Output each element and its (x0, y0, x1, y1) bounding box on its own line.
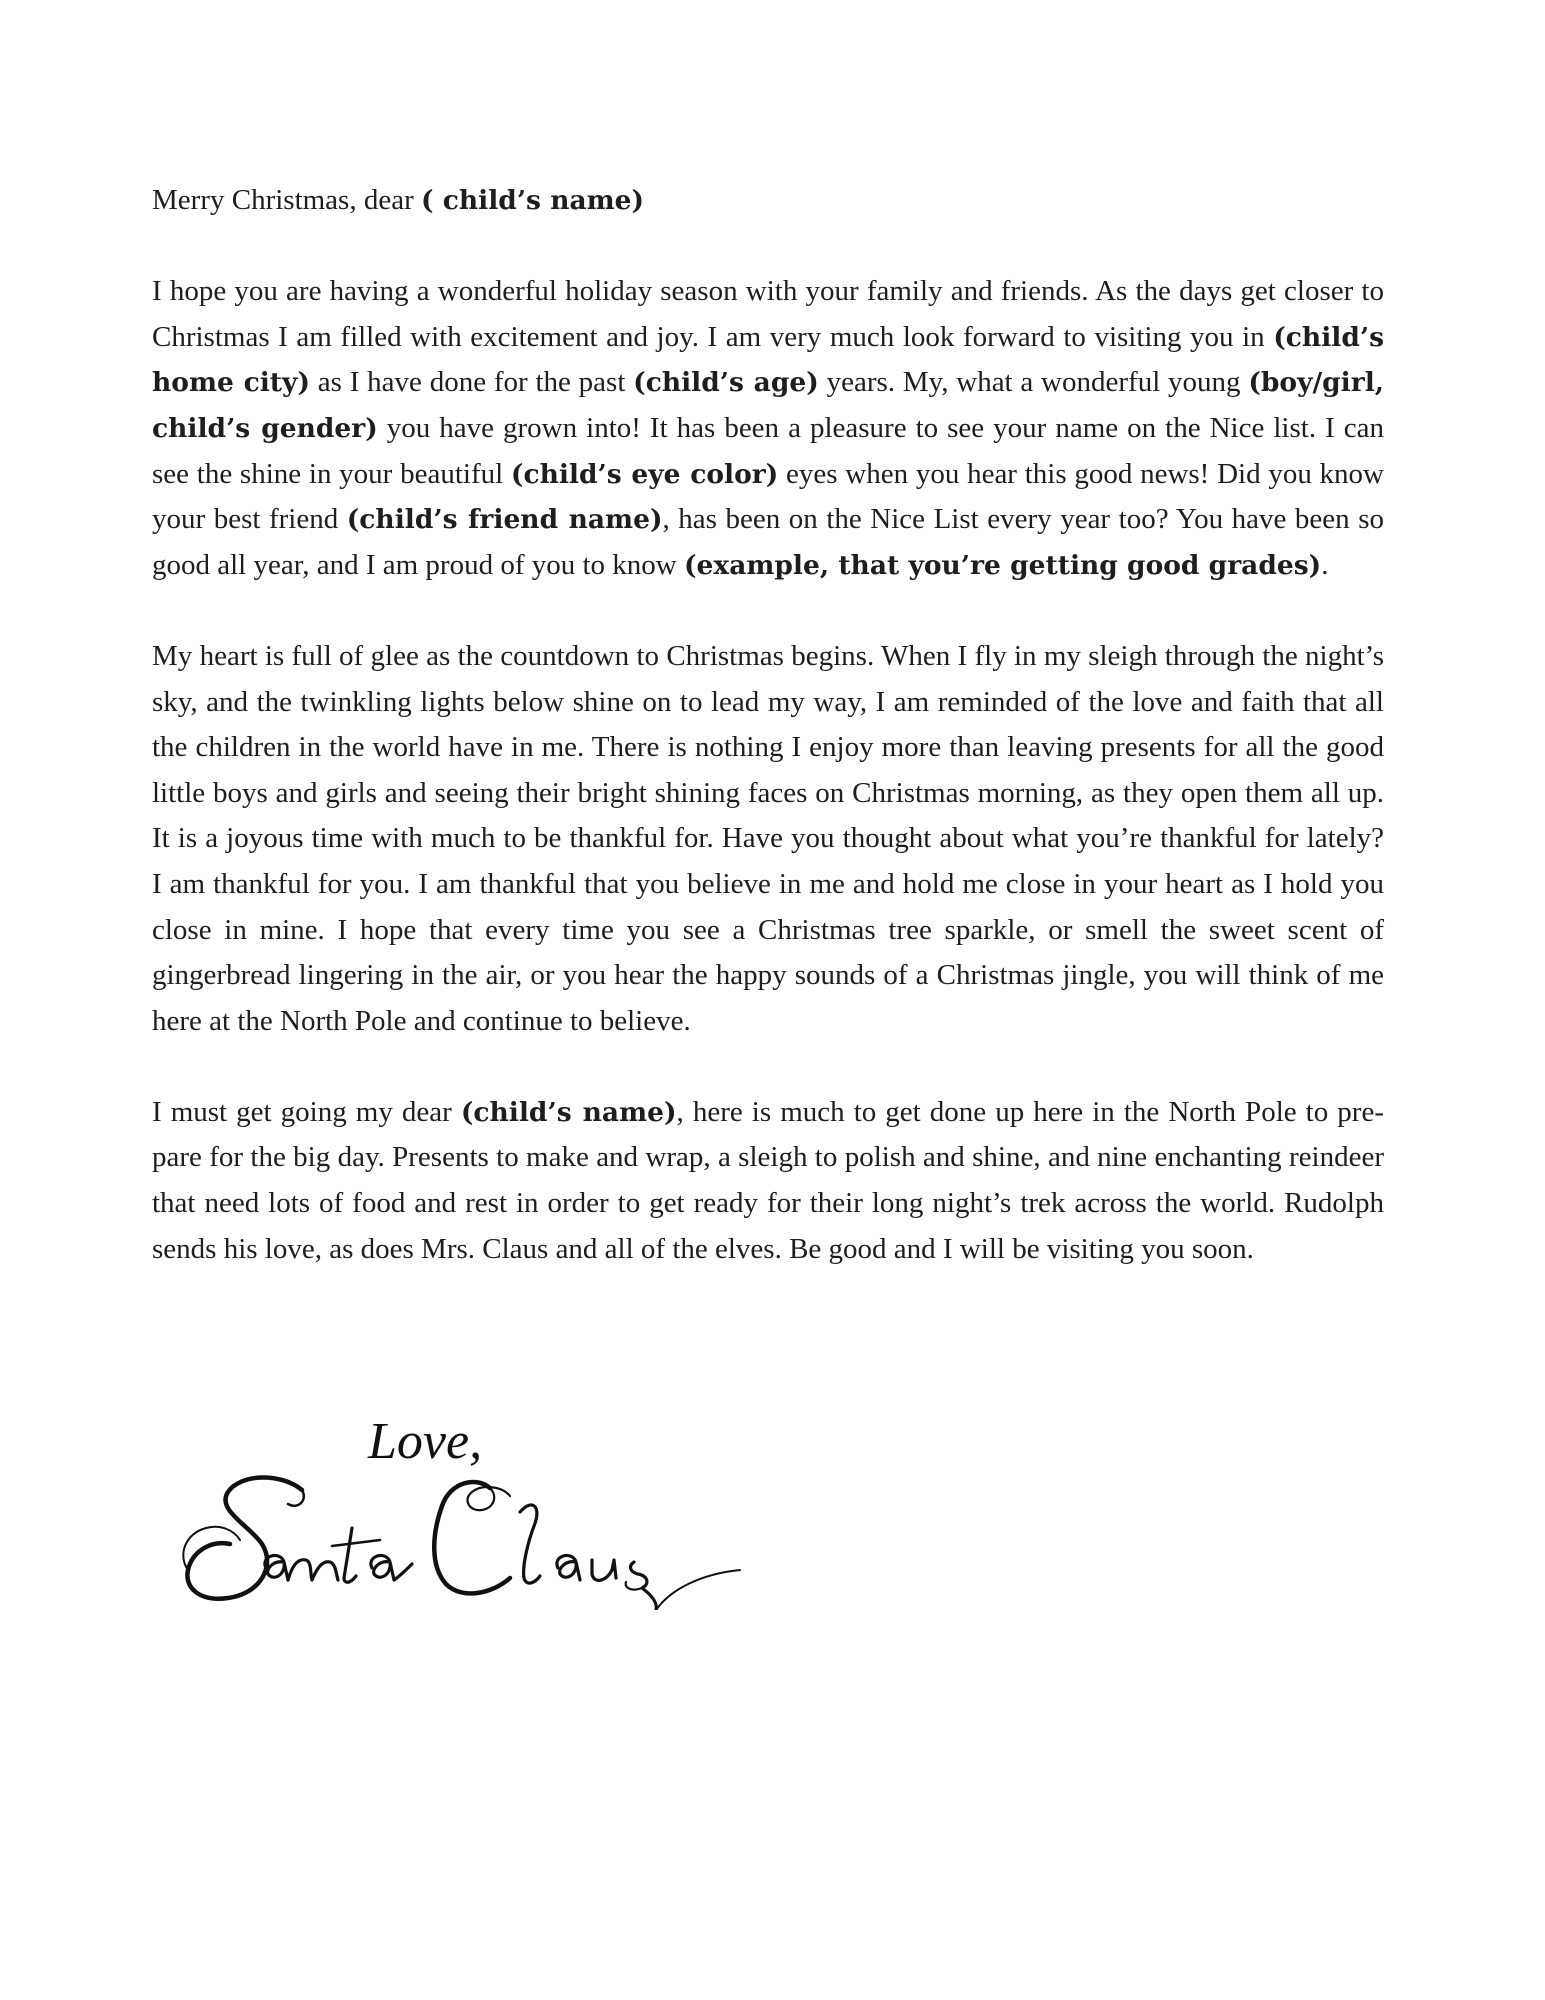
child-gender-placeholder: (boy/girl, child’s gender) (152, 367, 1384, 444)
p1-text-4: you have grown into! It has been a pleasure to see your name on the Nice list. I can see the shine in your beautiful (152, 411, 1384, 490)
santa-claus-signature (180, 1470, 760, 1610)
p1-text-2: as I have done for the past (309, 366, 634, 399)
child-age-placeholder: (child’s age) (633, 367, 819, 399)
greeting (152, 178, 1384, 224)
paragraph-1 (152, 269, 1384, 588)
paragraph-3 (152, 1090, 1384, 1272)
p3-text-1: I must get going my dear (152, 1095, 461, 1128)
child-home-city-placeholder: (child’s home city) (152, 321, 1384, 399)
closing-love: Love, (368, 1413, 483, 1470)
letter-body (152, 178, 1384, 1318)
p1-text-5: eyes when you hear this good news! Did you know your best friend (152, 457, 1385, 536)
child-friend-name-placeholder: (child’s friend name) (346, 504, 663, 536)
paragraph-2: My heart is full of glee as the countdown to Christmas begins. When I fly in my sleigh through the night’s sky, and the twinkling lights below shine on to lead my way, I am reminded of the love and faith that all the children in the world have in me. There is nothing I enjoy more than leaving presents for all the good little boys and girls and seeing their bright shining faces on Christmas morning, as they open them all up. It is a joyous time with much to be thankful for. Have you thought about what you’re thankful for lately? I am thankful for you. I am thankful that you believe in me and hold me close in your heart as I hold you close in mine. I hope that every time you see a Christmas tree sparkle, or smell the sweet scent of gingerbread lingering in the air, or you hear the happy sounds of a Christmas jingle, you will think of me here at the North Pole and continue to believe. (152, 639, 1384, 1037)
child-eye-color-placeholder: (child’s eye color) (510, 458, 779, 490)
child-name-placeholder: (child’s name) (460, 1096, 677, 1128)
p1-text-1: I hope you are having a wonderful holiday season with your family and friends. As the days get closer to Christmas I am filled with excitement and joy. I am very much look forward to visiting you in (152, 275, 1384, 353)
p3-text-2: , here is much to get done up here in the North Pole to prepare for the big day. Presents to make and wrap, a sleigh to polish and shine, and nine enchanting reindeer that need lots of food and rest in order to get ready for their long night’s trek across the world. Rudolph sends his love, as does Mrs. Claus and all of the elves. Be good and I will be visiting you soon. (152, 1095, 1384, 1265)
greeting-child-name-placeholder: ( child’s name) (421, 185, 645, 216)
example-placeholder: (example, that you’re getting good grades) (684, 549, 1322, 581)
greeting-text: Merry Christmas, dear (152, 184, 421, 216)
p1-text-7: . (1321, 548, 1329, 581)
p1-text-6: , has been on the Nice List every year too? You have been so good all year, and I am proud of you to know (152, 503, 1384, 581)
p1-text-3: years. My, what a wonderful young (818, 366, 1249, 399)
